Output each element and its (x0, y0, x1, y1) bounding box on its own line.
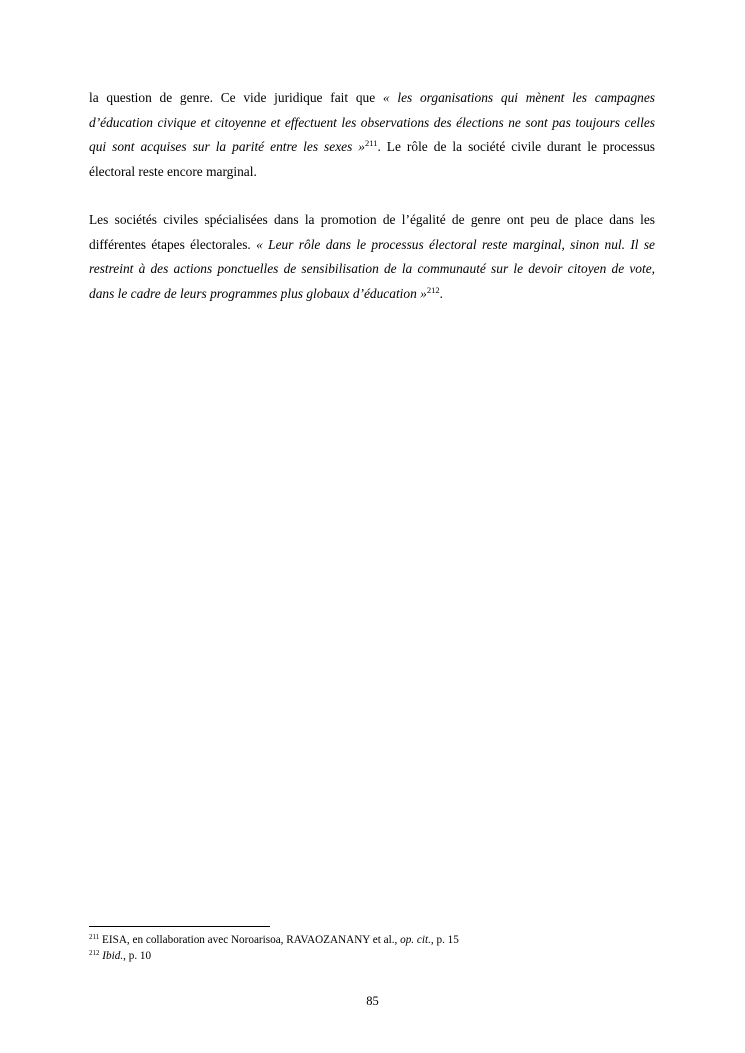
footnote-number: 211 (89, 933, 100, 941)
body-text-block-1 (89, 86, 655, 184)
paragraph-1-quote: « les organisations qui mènent les campagnes d’éducation civique et citoyenne et effectuent les observations des élections ne sont pas toujours celles qui sont acquises sur la parité entre les sexes » (89, 90, 655, 155)
body-text-block-2 (89, 208, 655, 306)
footnote-ref-211[interactable]: 211 (365, 138, 378, 149)
footnote-text-end: , p. 15 (430, 934, 459, 946)
footnote-separator (89, 926, 270, 927)
paragraph-1 (89, 86, 655, 184)
paragraph-2 (89, 208, 655, 306)
footnote-211 (89, 933, 655, 949)
paragraph-1-text-end: . Le rôle de la société civile durant le processus électoral reste encore marginal. (89, 139, 655, 179)
paragraph-2-text-start: Les sociétés civiles spécialisées dans la promotion de l’égalité de genre ont peu de place dans les différentes étapes électorales. (89, 212, 655, 252)
paragraph-1-text-start: la question de genre. Ce vide juridique fait que (89, 90, 383, 105)
footnote-italic: Ibid. (102, 949, 124, 962)
footnotes (89, 933, 655, 964)
footnote-text-end: , p. 10 (123, 949, 152, 962)
paragraph-2-text-end: . (439, 285, 443, 301)
footnote-text: EISA, en collaboration avec Noroarisoa, RAVAOZANANY et al., (99, 934, 401, 946)
footnote-italic: op. cit. (400, 934, 431, 946)
paragraph-2-quote: « Leur rôle dans le processus électoral reste marginal, sinon nul. Il se restreint à des actions ponctuelles de sensibilisation de la communauté sur le devoir citoyen de vote, dans le cadre de leurs programmes plus globaux d’éducation » (89, 236, 656, 301)
footnote-212 (89, 949, 655, 965)
footnote-ref-212[interactable]: 212 (426, 284, 440, 295)
page-number: 85 (366, 994, 379, 1008)
footnote-number: 212 (89, 948, 100, 957)
